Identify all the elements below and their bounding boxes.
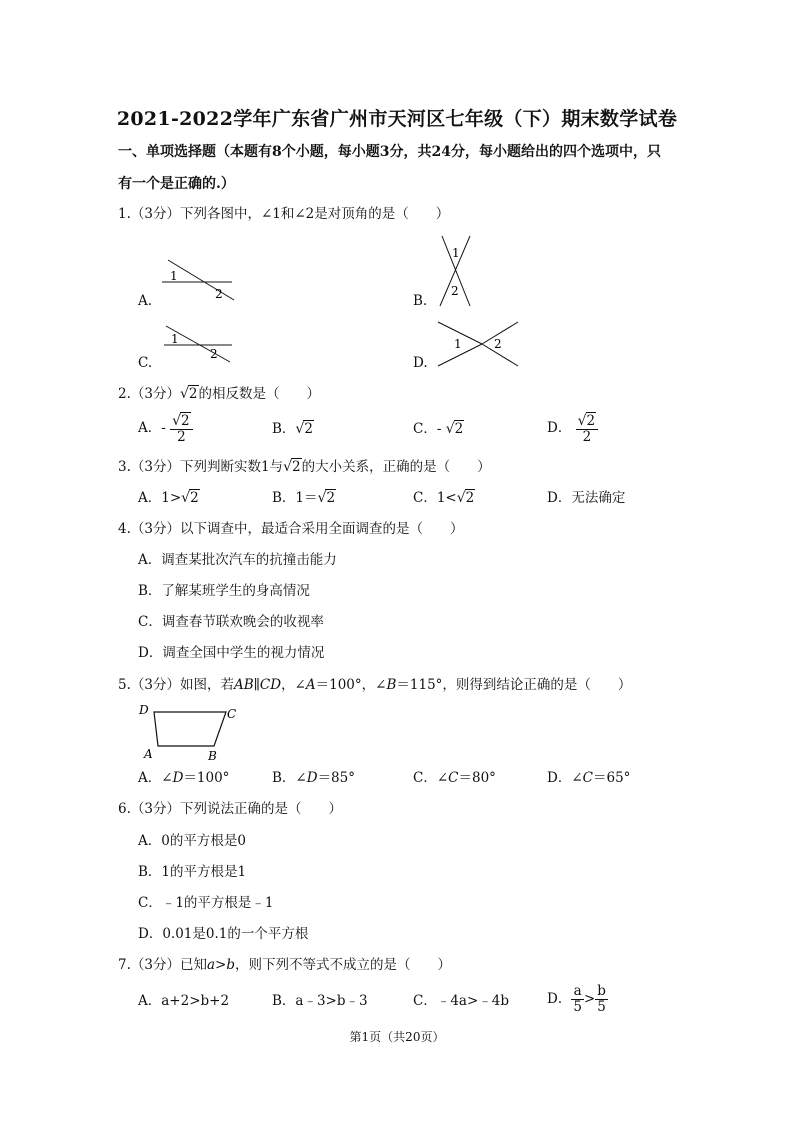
q5-option-b: [272, 769, 355, 787]
q7-option-a: A．a+2>b+2: [138, 993, 230, 1009]
q5-vertex-b: B: [208, 749, 217, 763]
q5-stem-parallel: ∥: [253, 677, 260, 693]
q5-b-label: B．∠: [272, 770, 307, 786]
q3-option-b: [272, 489, 336, 507]
q1-figure-a: [160, 256, 240, 302]
q2-a-sign: -: [161, 420, 166, 436]
q1-b-label-1: 1: [452, 246, 460, 260]
question-1-stem: 1.（3分）下列各图中，∠1和∠2是对顶角的是（ ）: [118, 206, 450, 222]
q7-stem-prefix: 7.（3分）已知: [118, 957, 207, 973]
q5-stem-mid2: ＝100°，∠: [315, 677, 387, 693]
q7-d-denominator-1: 5: [573, 999, 582, 1015]
sqrt-icon: √: [456, 490, 466, 506]
q5-stem-prefix: 5.（3分）如图，若: [118, 677, 234, 693]
q7-stem-a: a: [206, 957, 216, 973]
q3-stem-suffix: 的大小关系，正确的是（ ）: [301, 459, 491, 475]
q2-option-d: [547, 412, 598, 445]
q2-b-label: B．: [272, 421, 296, 437]
q5-c-label: C．∠: [413, 770, 449, 786]
q5-stem-b: B: [386, 677, 397, 693]
q5-trapezoid-figure: [136, 700, 246, 766]
q5-stem-mid1: ，∠: [281, 677, 306, 693]
q3-option-a: [138, 489, 200, 507]
sqrt-icon: √: [283, 459, 292, 475]
sqrt-icon: √: [295, 421, 305, 437]
q4-option-a: A．调查某批次汽车的抗撞击能力: [138, 552, 337, 568]
q7-d-numerator-1: a: [571, 984, 584, 1000]
q2-c-radicand: 2: [454, 421, 464, 437]
q3-c-pre: 1<: [436, 490, 457, 506]
q2-a-numerator: 2: [181, 413, 190, 429]
page-footer: 第1页（共20页）: [349, 1030, 445, 1044]
q1-d-label-2: 2: [494, 337, 502, 351]
q6-option-c: C．﹣1的平方根是﹣1: [138, 895, 274, 911]
q2-c-sign: -: [436, 421, 446, 437]
sqrt-icon: √: [445, 421, 455, 437]
q7-d-fraction-2: [595, 984, 608, 1015]
question-4-stem: 4.（3分）以下调查中，最适合采用全面调查的是（ ）: [118, 521, 464, 537]
q7-option-d: [547, 984, 608, 1015]
q6-option-d: D．0.01是0.1的一个平方根: [138, 926, 309, 942]
page-title: 2021-2022学年广东省广州市天河区七年级（下）期末数学试卷: [116, 108, 678, 130]
q2-a-fraction: [170, 412, 193, 445]
q6-option-b: B．1的平方根是1: [138, 864, 247, 880]
q1-figure-b: [432, 232, 478, 310]
q2-option-a: [138, 412, 193, 445]
q3-a-radicand: 2: [190, 490, 199, 506]
section-heading-line1: 一、单项选择题（本题有8个小题，每小题3分，共24分，每小题给出的四个选项中，只: [118, 144, 661, 160]
q3-b-label: B．: [272, 490, 296, 506]
q3-option-c: [413, 489, 475, 507]
q2-c-label: C．: [413, 421, 437, 437]
q1-d-label-1: 1: [454, 337, 462, 351]
q5-vertex-a: A: [144, 747, 153, 761]
q6-option-a: A．0的平方根是0: [138, 833, 246, 849]
q2-d-denominator: 2: [582, 429, 592, 445]
q7-d-label: D．: [547, 991, 572, 1007]
q1-a-label-2: 2: [215, 287, 223, 301]
q1-a-label-1: 1: [170, 269, 178, 283]
q7-stem-b: b: [226, 957, 236, 973]
q5-stem-suffix: ＝115°，则得到结论正确的是（ ）: [396, 677, 632, 693]
q5-a-label: A．∠: [138, 770, 173, 786]
q4-option-b: B．了解某班学生的身高情况: [138, 583, 310, 599]
q5-d-label: D．∠: [547, 770, 583, 786]
q5-vertex-d: D: [139, 703, 149, 717]
q5-option-d: [547, 769, 630, 787]
q5-option-a: [138, 769, 229, 787]
q7-d-denominator-2: 5: [597, 999, 606, 1015]
q7-d-gt: >: [583, 991, 596, 1007]
q7-option-b: B．a﹣3>b﹣3: [272, 993, 368, 1009]
q3-b-radicand: 2: [326, 490, 336, 506]
q3-c-label: C．: [413, 490, 437, 506]
q5-stem-cd: CD: [259, 677, 282, 693]
q1-b-label-2: 2: [451, 284, 459, 298]
q7-d-numerator-2: b: [597, 983, 606, 999]
q7-option-c: C．﹣4a>﹣4b: [413, 993, 510, 1009]
q2-d-fraction: [576, 412, 599, 445]
q5-stem-ab: AB: [233, 677, 254, 693]
q2-d-label: D．: [547, 420, 572, 436]
sqrt-icon: √: [317, 490, 327, 506]
question-2-stem: [118, 385, 320, 403]
q7-d-fraction-1: [571, 984, 584, 1015]
question-6-stem: 6.（3分）下列说法正确的是（ ）: [118, 801, 342, 817]
q1-option-b-label: B.: [413, 293, 428, 309]
q5-b-val: ＝85°: [317, 770, 355, 786]
question-7-stem: [118, 956, 451, 974]
q5-d-var: C: [582, 770, 593, 786]
q5-option-c: [413, 769, 496, 787]
q2-a-denominator: 2: [177, 429, 186, 445]
q3-option-d: [547, 489, 625, 507]
q5-c-var: C: [448, 770, 459, 786]
q3-a-label: A．: [138, 490, 162, 506]
q2-a-label: A．: [138, 420, 162, 436]
sqrt-icon: √: [181, 490, 191, 506]
q5-a-val: ＝100°: [183, 770, 230, 786]
q7-stem-gt: >: [215, 957, 227, 973]
question-3-stem: [118, 458, 491, 476]
q5-a-var: D: [172, 770, 184, 786]
question-5-stem: [118, 676, 631, 694]
q1-option-d-label: D.: [413, 355, 428, 371]
sqrt-icon: √: [172, 413, 182, 429]
q5-stem-a: A: [305, 677, 316, 693]
q2-stem-suffix: 的相反数是（ ）: [198, 386, 320, 402]
q2-stem-prefix: 2.（3分）: [118, 386, 180, 402]
q1-option-a-label: A.: [138, 293, 153, 309]
section-heading-line2: 有一个是正确的.）: [118, 176, 235, 192]
q2-stem-radicand: 2: [188, 386, 198, 402]
sqrt-icon: √: [577, 413, 587, 429]
q1-figure-c: [162, 322, 236, 366]
q4-option-d: D．调查全国中学生的视力情况: [138, 645, 325, 661]
q1-c-label-2: 2: [210, 347, 218, 361]
q1-figure-d: [436, 318, 522, 370]
q5-d-val: ＝65°: [592, 770, 631, 786]
q3-c-radicand: 2: [465, 490, 475, 506]
q1-c-label-1: 1: [171, 332, 179, 346]
sqrt-icon: √: [179, 386, 189, 402]
q3-a-pre: 1>: [161, 490, 182, 506]
q2-option-c: [413, 420, 464, 438]
q5-vertex-c: C: [227, 707, 237, 721]
q1-option-c-label: C.: [138, 355, 153, 371]
q2-b-radicand: 2: [304, 421, 313, 437]
q2-option-b: [272, 420, 314, 438]
q7-stem-suffix: ，则下列不等式不成立的是（ ）: [235, 957, 452, 973]
q3-stem-radicand: 2: [291, 459, 301, 475]
q3-b-pre: 1＝: [295, 490, 318, 506]
q4-option-c: C．调查春节联欢晚会的收视率: [138, 614, 324, 630]
q5-b-var: D: [306, 770, 318, 786]
q5-c-val: ＝80°: [458, 770, 496, 786]
q3-d-label: D．: [547, 490, 572, 506]
q2-d-numerator: 2: [586, 413, 596, 429]
q3-d-text: 无法确定: [571, 490, 626, 506]
q3-stem-prefix: 3.（3分）下列判断实数1与: [118, 459, 284, 475]
